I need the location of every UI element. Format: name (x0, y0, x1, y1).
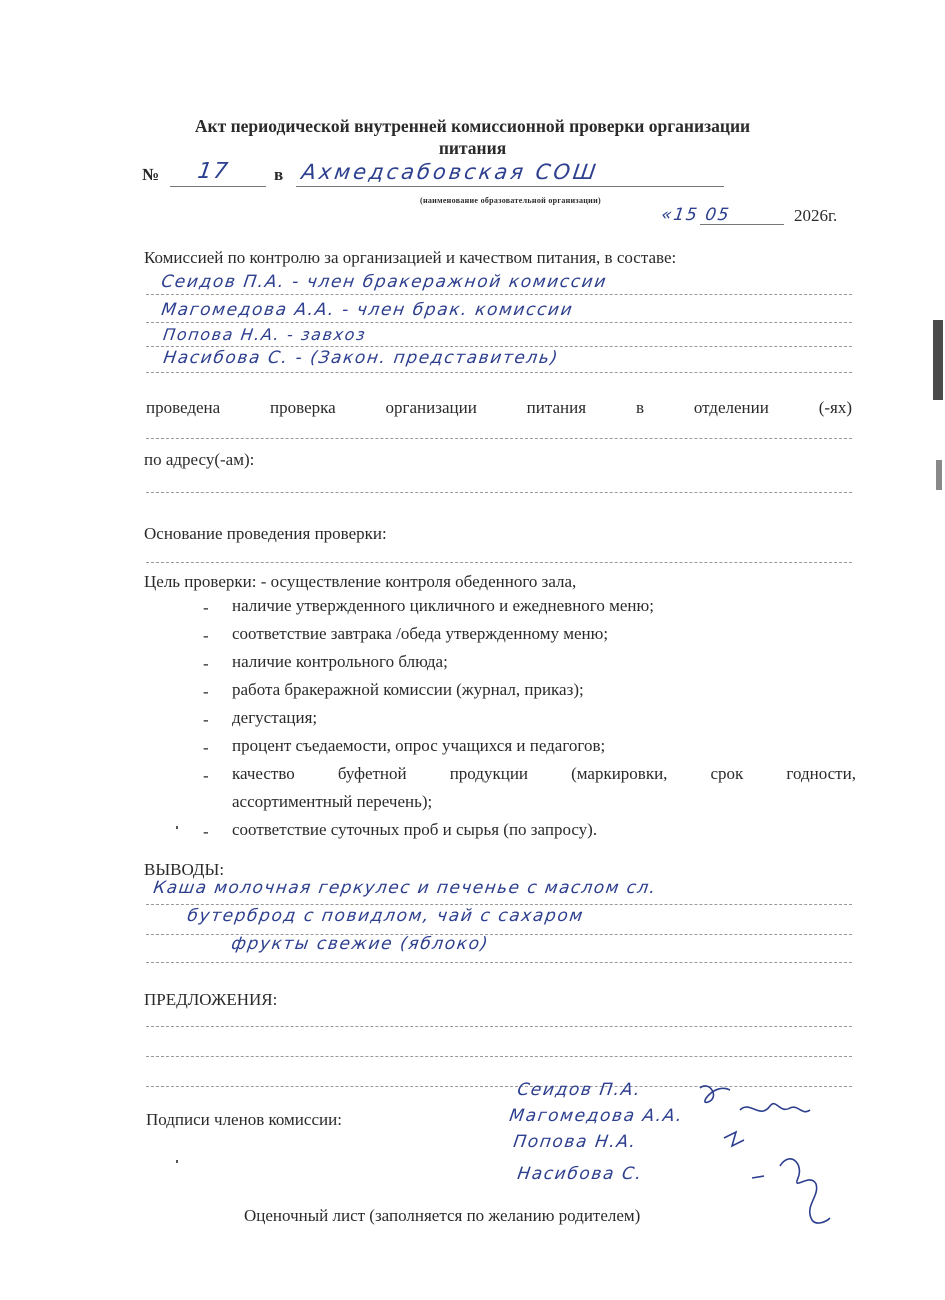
commission-label: Комиссией по контролю за организацией и качеством питания, в составе: (144, 248, 677, 267)
goal-item-7: качество буфетной продукции (маркировки, срок годности, (232, 764, 856, 783)
inspection-word-1: проведена (146, 398, 221, 417)
scan-edge-artifact-2 (936, 460, 942, 490)
commission-member-4: Насибова С. - (Закон. представитель) (162, 348, 561, 368)
document-title: Акт периодической внутренней комиссионной проверки организации (194, 116, 751, 136)
goal-item-1: наличие утвержденного цикличного и ежедневного меню; (232, 596, 654, 615)
proposals-heading: ПРЕДЛОЖЕНИЯ: (144, 990, 278, 1009)
date-day-month: «15 05 (660, 205, 732, 225)
scan-edge-artifact (933, 320, 943, 400)
goal-item-8: соответствие суточных проб и сырья (по запросу). (232, 820, 598, 839)
signature-2: Магомедова А.А. (508, 1106, 685, 1126)
goal-item-2: соответствие завтрака /обеда утвержденному меню; (232, 624, 609, 643)
inspection-word-4: питания (526, 398, 587, 417)
number-sign: № (142, 165, 160, 184)
signature-1: Сеидов П.А. (516, 1080, 643, 1100)
inspection-word-2: проверка (270, 398, 336, 417)
goal-item-6: процент съедаемости, опрос учащихся и педагогов; (232, 736, 606, 755)
in-label: в (274, 165, 284, 184)
date-year: 2026г. (794, 206, 838, 225)
document-title-continued: питания (438, 138, 507, 158)
inspection-word-3: организации (385, 398, 477, 417)
inspection-word-6: отделении (693, 398, 769, 417)
conclusions-line-3: фрукты свежие (яблоко) (230, 934, 491, 954)
signature-4: Насибова С. (516, 1164, 645, 1184)
evaluation-sheet-label: Оценочный лист (заполняется по желанию родителем) (244, 1206, 641, 1225)
basis-label: Основание проведения проверки: (144, 524, 387, 543)
goal-heading: Цель проверки: - осуществление контроля обеденного зала, (144, 572, 577, 591)
inspection-word-7: (-ях) (818, 398, 852, 417)
document-page: Акт периодической внутренней комиссионной проверки организации питания № 17 в Ахмедсабовская СОШ (наименование образовательной организации) «15 05 2026г. Комиссией по контролю за организацией и качеством питания, в составе: Сеидов П.А. - член бракеражной комиссии Магомедова А.А. - член брак. комиссии Попова Н.А. - завхоз Насибова С. - (Закон. представитель) проведена проверка организации питания в отделении (-ях) по адресу(-ам): Основание проведения проверки: Цель проверки: - осуществление контроля обеденного зала, - наличие утвержденного цикличного и ежедневного меню; - соответствие завтрака /обеда утвержденному меню; - наличие контрольного блюда; - работа бракеражной комиссии (журнал, приказ); - дегустация; - процент съедаемости, опрос учащихся и педагогов; - качество буфетной продукции (маркировки, срок годности, ассортиментный перечень); - соответствие суточных проб и сырья (по запросу). ВЫВОДЫ: Каша молочная геркулес и печенье с маслом сл. бутерброд с повидлом, чай с сахаром фрукты свежие (яблоко) ПРЕДЛОЖЕНИЯ: Подписи членов комиссии: Сеидов П.А. Магомедова А.А. Попова Н.А. Насибова С. Оценочный лист (заполняется по желанию родителем) (0, 0, 945, 1300)
inspection-statement (146, 398, 852, 418)
goal-item-4: работа бракеражной комиссии (журнал, приказ); (232, 680, 584, 699)
goal-item-7-continued: ассортиментный перечень); (232, 792, 433, 811)
conclusions-line-2: бутерброд с повидлом, чай с сахаром (186, 906, 586, 926)
conclusions-line-1: Каша молочная геркулес и печенье с маслом сл. (152, 878, 658, 898)
commission-member-1: Сеидов П.А. - член бракеражной комиссии (160, 272, 609, 292)
school-name: Ахмедсабовская СОШ (300, 160, 601, 184)
inspection-word-5: в (635, 398, 644, 417)
conclusions-heading: ВЫВОДЫ: (144, 860, 225, 879)
school-name-caption: (наименование образовательной организации) (420, 196, 601, 205)
signature-3: Попова Н.А. (512, 1132, 639, 1152)
commission-member-3: Попова Н.А. - завхоз (162, 325, 368, 344)
goal-item-5: дегустация; (232, 708, 318, 727)
signature-scribbles (640, 1080, 840, 1240)
commission-member-2: Магомедова А.А. - член брак. комиссии (160, 300, 575, 320)
goal-item-3: наличие контрольного блюда; (232, 652, 448, 671)
signatures-label: Подписи членов комиссии: (146, 1110, 342, 1129)
address-label: по адресу(-ам): (144, 450, 255, 469)
act-number: 17 (196, 159, 231, 184)
